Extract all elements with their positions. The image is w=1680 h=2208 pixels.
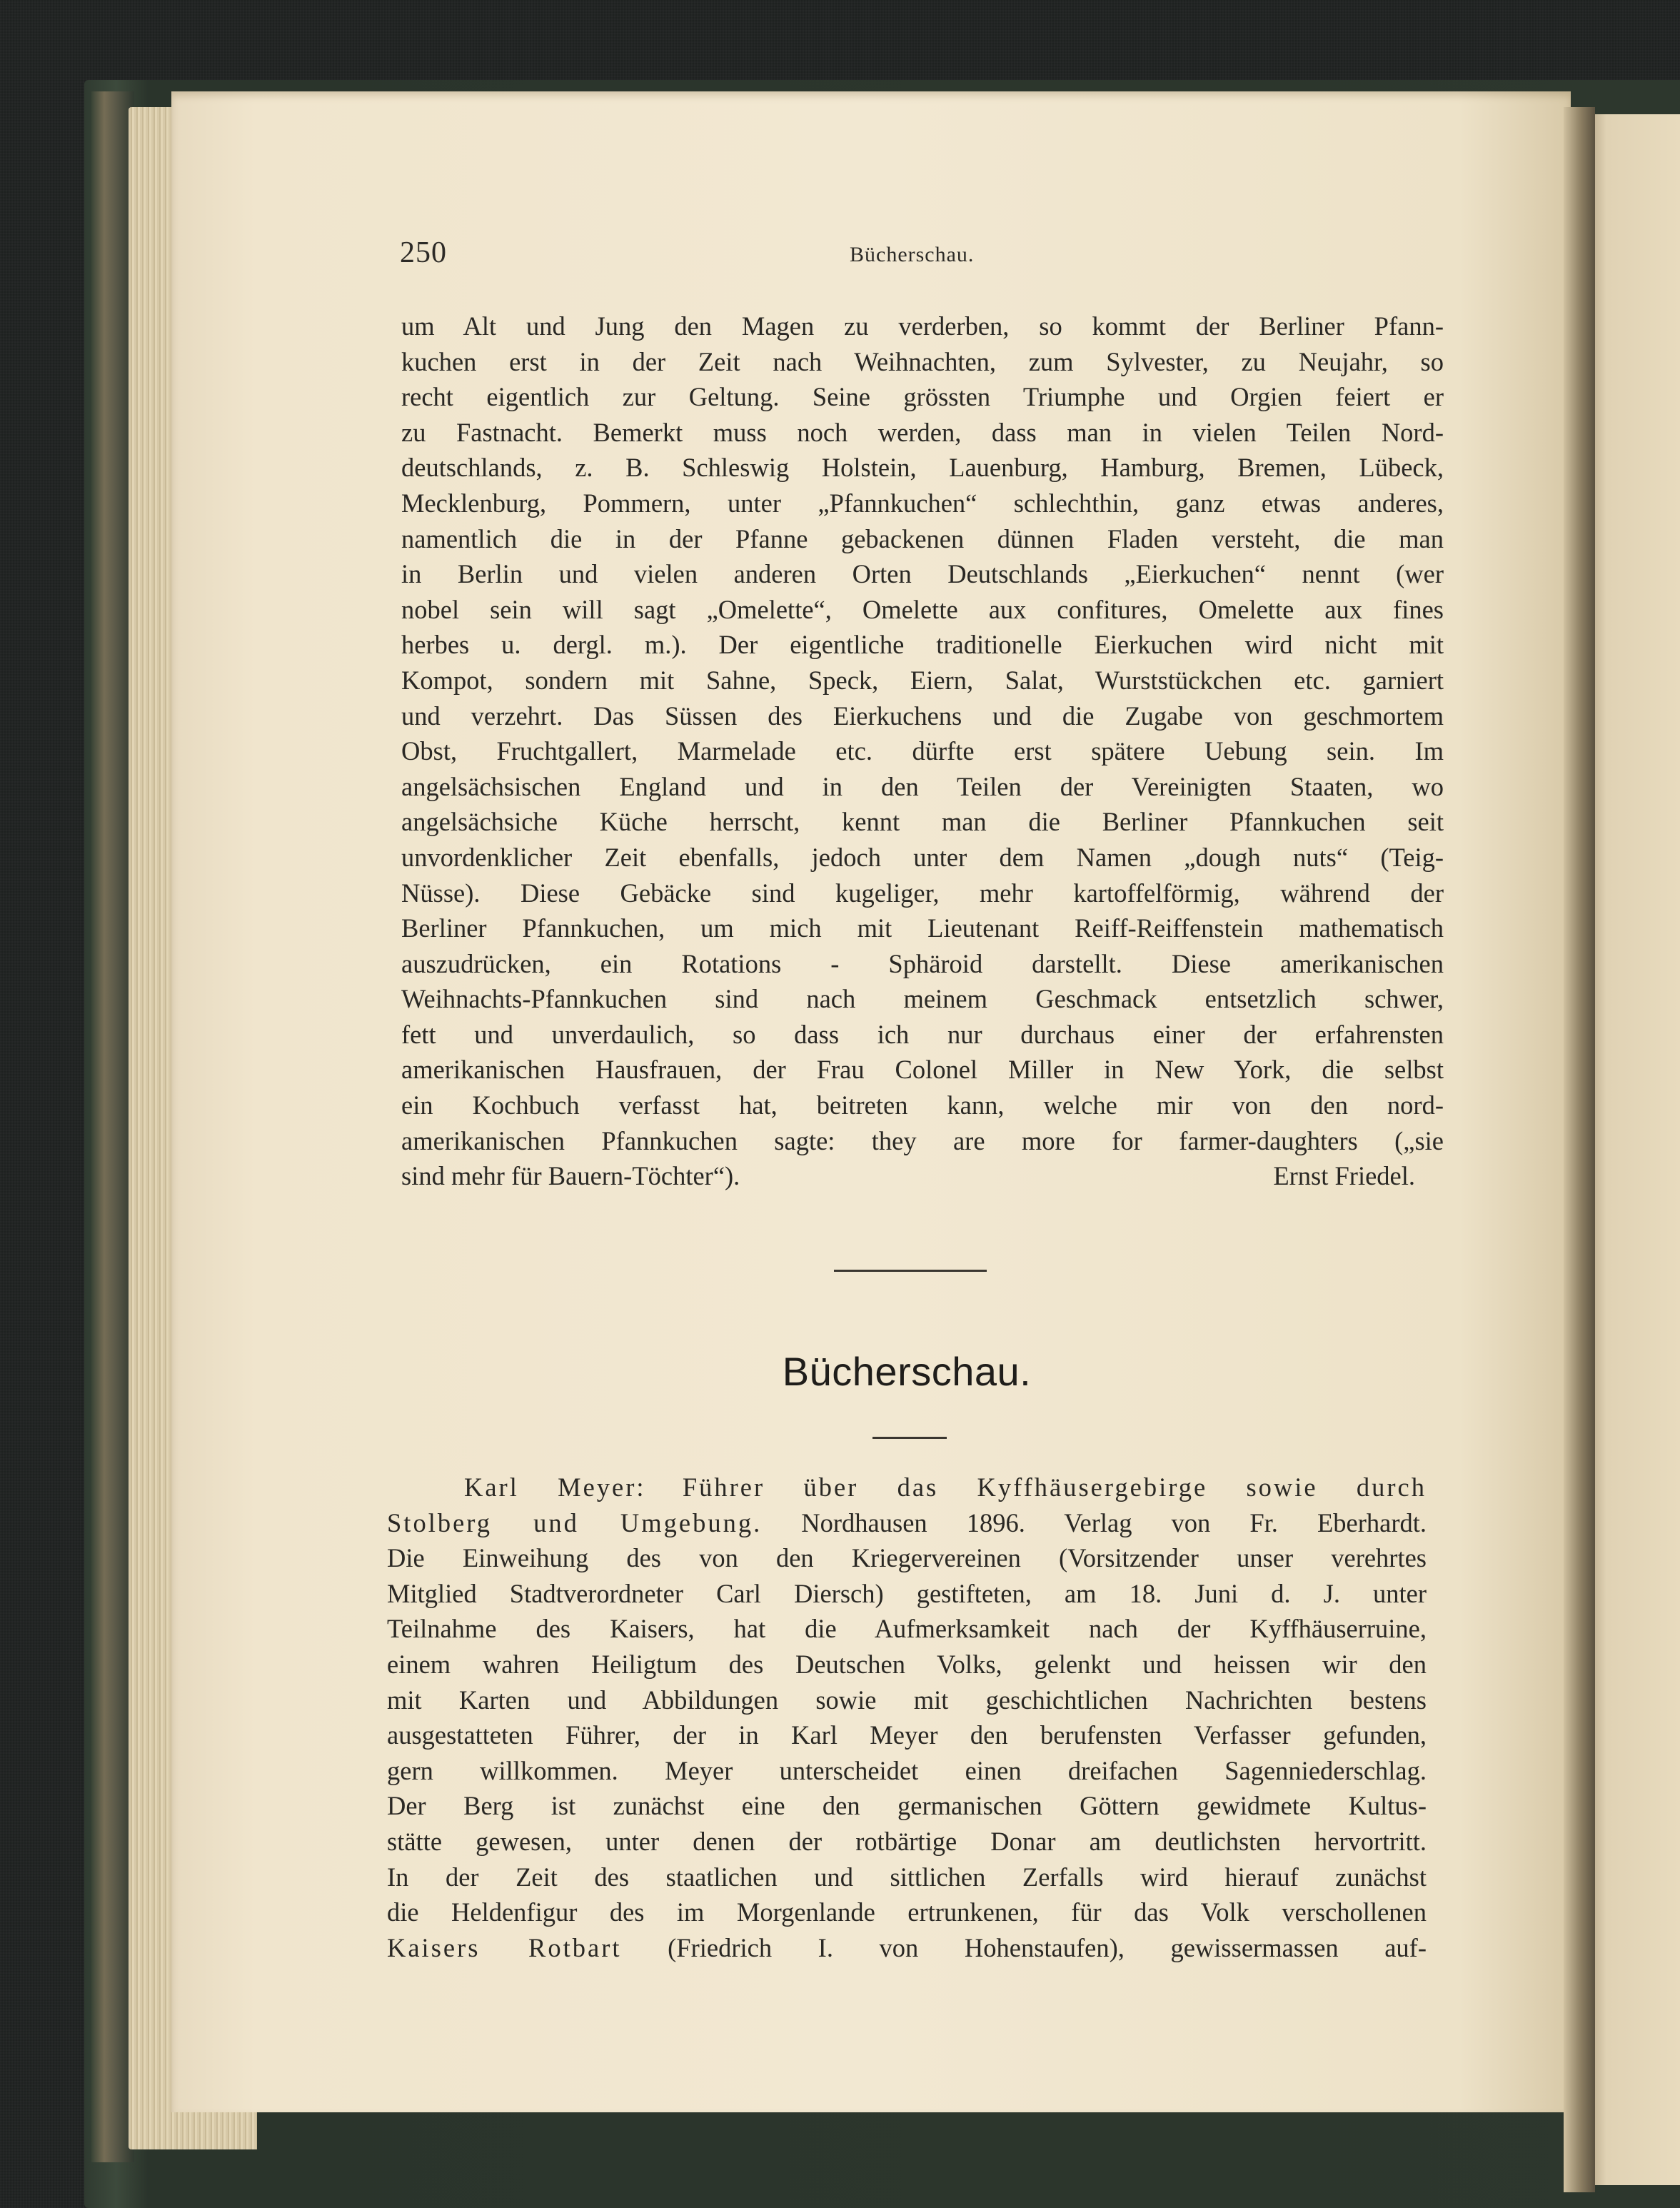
facing-page bbox=[1588, 114, 1680, 2185]
text-line: ausgestatteten Führer, der in Karl Meyer den berufensten Verfasser gefunden, bbox=[387, 1720, 1427, 1750]
text-line: stätte gewesen, unter denen der rotbärtige Donar am deutlichsten hervortritt. bbox=[387, 1826, 1427, 1856]
author-signature: Ernst Friedel. bbox=[1273, 1161, 1415, 1191]
section-heading: Bücherschau. bbox=[782, 1349, 1032, 1394]
closing-line bbox=[401, 1158, 1444, 1194]
text-line: ein Kochbuch verfasst hat, beitreten kann, welche mir von den nord- bbox=[401, 1090, 1444, 1120]
review-paragraph bbox=[387, 1470, 1427, 1965]
text-line: Nüsse). Diese Gebäcke sind kugeliger, mehr kartoffelförmig, während der bbox=[401, 878, 1444, 908]
text-line: In der Zeit des staatlichen und sittlichen Zerfalls wird hierauf zunächst bbox=[387, 1862, 1427, 1892]
page-number: 250 bbox=[400, 236, 447, 269]
text-line: recht eigentlich zur Geltung. Seine grössten Triumphe und Orgien feiert er bbox=[401, 382, 1444, 412]
text-line: Der Berg ist zunächst eine den germanischen Göttern gewidmete Kultus- bbox=[387, 1791, 1427, 1821]
text-line: die Heldenfigur des im Morgenlande ertrunkenen, für das Volk verschollenen bbox=[387, 1897, 1427, 1927]
text-line: einem wahren Heiligtum des Deutschen Volks, gelenkt und heissen wir den bbox=[387, 1649, 1427, 1679]
final-text-line: sind mehr für Bauern-Töchter“). bbox=[401, 1161, 740, 1191]
text-line: Mecklenburg, Pommern, unter „Pfannkuchen“ schlechthin, ganz etwas anderes, bbox=[401, 488, 1444, 518]
text-line: Mitglied Stadtverordneter Carl Diersch) gestifteten, am 18. Juni d. J. unter bbox=[387, 1578, 1427, 1608]
text-line: und verzehrt. Das Süssen des Eierkuchens und die Zugabe von geschmortem bbox=[401, 701, 1444, 731]
text-line-rest: (Friedrich I. von Hohenstaufen), gewissermassen auf- bbox=[668, 1932, 1427, 1962]
text-line: fett und unverdaulich, so dass ich nur durchaus einer der erfahrensten bbox=[401, 1019, 1444, 1049]
text-line: Teilnahme des Kaisers, hat die Aufmerksamkeit nach der Kyffhäuserruine, bbox=[387, 1614, 1427, 1644]
text-line: mit Karten und Abbildungen sowie mit geschichtlichen Nachrichten bestens bbox=[387, 1685, 1427, 1715]
text-line: deutschlands, z. B. Schleswig Holstein, Lauenburg, Hamburg, Bremen, Lübeck, bbox=[401, 453, 1444, 483]
article-end-paragraph bbox=[401, 308, 1444, 1194]
emperor-name: Kaisers Rotbart bbox=[387, 1932, 622, 1962]
review-title-line bbox=[387, 1470, 1427, 1505]
book-spine-edge bbox=[91, 91, 134, 2162]
text-line: Berliner Pfannkuchen, um mich mit Lieutenant Reiff-Reiffenstein mathematisch bbox=[401, 913, 1444, 943]
text-line: Obst, Fruchtgallert, Marmelade etc. dürfte erst spätere Uebung sein. Im bbox=[401, 736, 1444, 766]
text-line: kuchen erst in der Zeit nach Weihnachten, zum Sylvester, zu Neujahr, so bbox=[401, 346, 1444, 376]
text-line: Die Einweihung des von den Kriegervereinen (Vorsitzender unser verehrtes bbox=[387, 1543, 1427, 1573]
text-line: zu Fastnacht. Bemerkt muss noch werden, dass man in vielen Teilen Nord- bbox=[401, 417, 1444, 447]
text-line: angelsächsiche Küche herrscht, kennt man die Berliner Pfannkuchen seit bbox=[401, 807, 1444, 837]
review-author: Karl Meyer: bbox=[464, 1472, 646, 1502]
text-line: angelsächsischen England und in den Teilen der Vereinigten Staaten, wo bbox=[401, 771, 1444, 801]
text-line: nobel sein will sagt „Omelette“, Omelette aux confitures, Omelette aux fines bbox=[401, 594, 1444, 624]
text-line: Weihnachts-Pfannkuchen sind nach meinem Geschmack entsetzlich schwer, bbox=[401, 984, 1444, 1014]
review-publication: Nordhausen 1896. Verlag von Fr. Eberhardt. bbox=[801, 1507, 1427, 1537]
section-divider bbox=[834, 1270, 987, 1272]
text-line: auszudrücken, ein Rotations - Sphäroid darstellt. Diese amerikanischen bbox=[401, 948, 1444, 978]
text-line: in Berlin und vielen anderen Orten Deutschlands „Eierkuchen“ nennt (wer bbox=[401, 559, 1444, 589]
text-line: unvordenklicher Zeit ebenfalls, jedoch unter dem Namen „dough nuts“ (Teig- bbox=[401, 842, 1444, 872]
running-head bbox=[400, 236, 1457, 271]
running-title: Bücherschau. bbox=[850, 243, 975, 266]
review-book-title-cont: Stolberg und Umgebung. bbox=[387, 1507, 763, 1537]
text-line: amerikanischen Pfannkuchen sagte: they are more for farmer-daughters („sie bbox=[401, 1125, 1444, 1155]
heading-underline bbox=[872, 1437, 947, 1439]
text-line: namentlich die in der Pfanne gebackenen dünnen Fladen versteht, die man bbox=[401, 523, 1444, 553]
review-book-title: Führer über das Kyffhäusergebirge sowie durch bbox=[682, 1472, 1427, 1502]
text-line: gern willkommen. Meyer unterscheidet einen dreifachen Sagenniederschlag. bbox=[387, 1755, 1427, 1785]
text-line: um Alt und Jung den Magen zu verderben, so kommt der Berliner Pfann- bbox=[401, 311, 1444, 341]
text-line: amerikanischen Hausfrauen, der Frau Colonel Miller in New York, die selbst bbox=[401, 1055, 1444, 1085]
review-title-line-2 bbox=[387, 1505, 1427, 1541]
text-line: Kompot, sondern mit Sahne, Speck, Eiern, Salat, Wurststückchen etc. garniert bbox=[401, 665, 1444, 695]
review-last-line bbox=[387, 1930, 1427, 1966]
page-gutter bbox=[1564, 107, 1595, 2192]
text-line: herbes u. dergl. m.). Der eigentliche traditionelle Eierkuchen wird nicht mit bbox=[401, 630, 1444, 660]
